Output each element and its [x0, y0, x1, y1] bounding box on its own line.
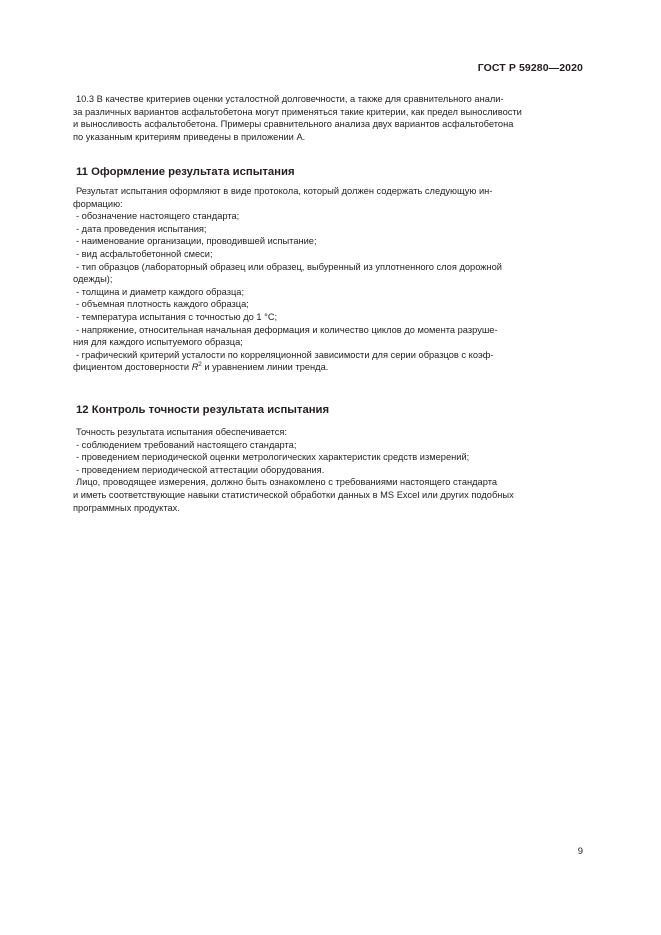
list-item: - температура испытания с точностью до 1 °С;: [76, 311, 278, 322]
section-12-content: [73, 426, 583, 514]
list-item-continuation: одежды);: [73, 274, 113, 285]
list-item: - объемная плотность каждого образца;: [76, 299, 249, 310]
text-line: и иметь соответствующие навыки статистической обработки данных в MS Excel или других подобных: [73, 489, 514, 500]
text-line: 10.3 В качестве критериев оценки усталостной долговечности, а также для сравнительного анали-: [76, 94, 504, 104]
text-line: за различных вариантов асфальтобетона могут применяться такие критерии, как предел выносливости: [73, 106, 522, 117]
list-item-continuation: [73, 361, 583, 374]
text-line: Лицо, проводящее измерения, должно быть ознакомлено с требованиями настоящего стандарта: [76, 477, 498, 488]
list-item: - графический критерий усталости по корреляционной зависимости для серии образцов с коэф-: [76, 349, 494, 360]
text-line: Точность результата испытания обеспечивается:: [76, 427, 287, 437]
section-heading: 12 Контроль точности результата испытания: [76, 404, 330, 416]
text-fragment: и уравнением линии тренда.: [201, 362, 329, 373]
text-line: программных продуктах.: [73, 502, 180, 513]
section-11-content: [73, 185, 583, 374]
list-item: - соблюдением требований настоящего стандарта;: [76, 439, 297, 450]
list-item: - обозначение настоящего стандарта;: [76, 211, 240, 222]
symbol-r: R: [191, 362, 199, 373]
list-item: - напряжение, относительная начальная деформация и количество циклов до момента разруше-: [76, 324, 498, 335]
paragraph-10-3: [73, 93, 583, 143]
list-item: - проведением периодической оценки метрологических характеристик средств измерений;: [76, 452, 470, 463]
document-code: ГОСТ Р 59280—2020: [477, 62, 583, 74]
text-line: формацию:: [73, 198, 123, 209]
list-item: - дата проведения испытания;: [76, 223, 207, 234]
section-heading: 11 Оформление результата испытания: [76, 166, 295, 178]
text-line: по указанным критериям приведены в приложении А.: [73, 131, 306, 142]
text-fragment: фициентом достоверности: [73, 362, 192, 373]
list-item: - тип образцов (лабораторный образец или образец, выбуренный из уплотненного слоя дорожной: [76, 261, 503, 272]
list-item: - вид асфальтобетонной смеси;: [76, 248, 213, 259]
superscript: 2: [198, 362, 202, 369]
page-number: 9: [577, 846, 583, 857]
text-line: и выносливость асфальтобетона. Примеры сравнительного анализа двух вариантов асфальтобетона: [73, 119, 514, 130]
list-item-continuation: ния для каждого испытуемого образца;: [73, 337, 243, 348]
list-item: - толщина и диаметр каждого образца;: [76, 286, 245, 297]
text-line: Результат испытания оформляют в виде протокола, который должен содержать следующую ин-: [76, 186, 493, 196]
list-item: - проведением периодической аттестации оборудования.: [76, 464, 325, 475]
list-item: - наименование организации, проводившей испытание;: [76, 236, 317, 247]
